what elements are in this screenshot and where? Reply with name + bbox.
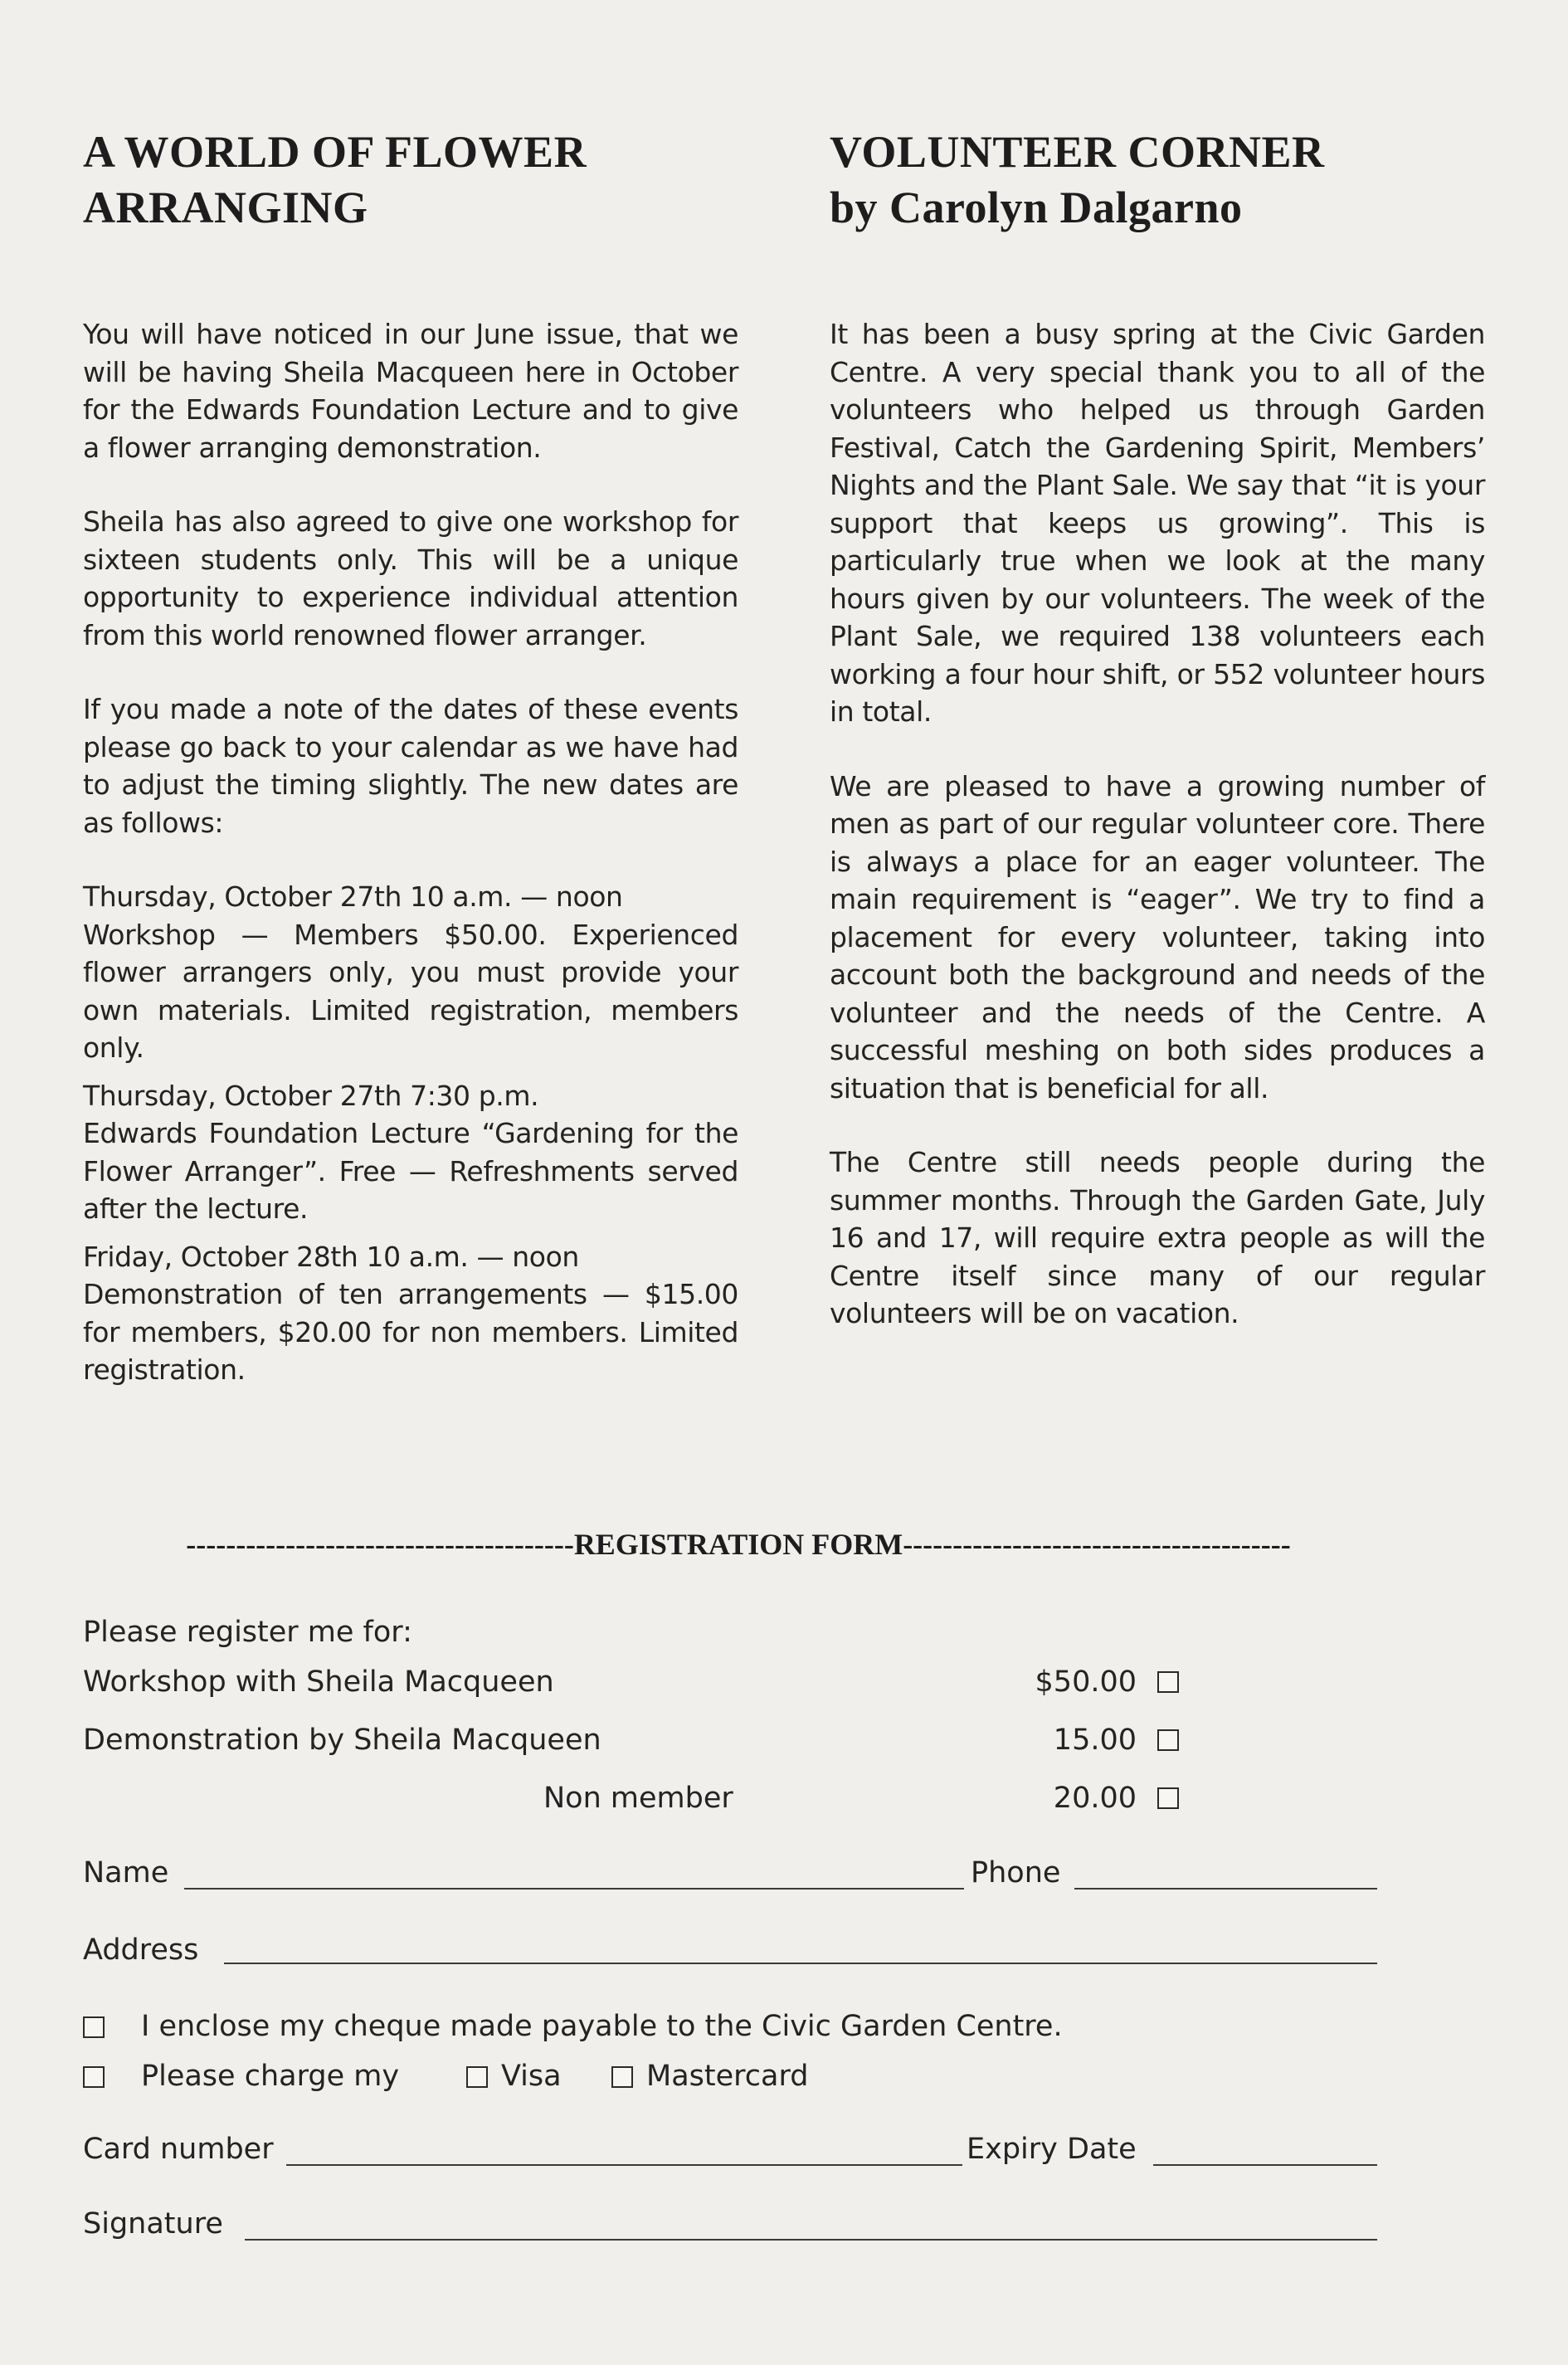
article-title-line-1: A WORLD OF FLOWER: [83, 127, 587, 177]
workshop-checkbox[interactable]: [1157, 1671, 1179, 1693]
visa-checkbox[interactable]: [466, 2066, 488, 2088]
cheque-checkbox[interactable]: [83, 2016, 105, 2038]
mastercard-label: Mastercard: [646, 2060, 809, 2093]
cheque-row: [83, 2006, 1377, 2047]
option-price: $50.00: [1035, 1665, 1137, 1699]
form-title: REGISTRATION FORM: [573, 1528, 903, 1561]
charge-row: [83, 2055, 1377, 2097]
address-label: Address: [83, 1933, 199, 1967]
card-number-field[interactable]: [286, 2164, 962, 2166]
volunteer-corner-article: [830, 124, 1485, 1369]
signature-field[interactable]: [245, 2239, 1377, 2241]
article-paragraph: The Centre still needs people during the summer months. Through the Garden Gate, July 16 and 17, will require extra people as will the Centre itself since many of our regular volunteers will be on vacation.: [830, 1146, 1485, 1329]
option-price: 20.00: [1053, 1782, 1137, 1815]
demonstration-non-member-checkbox[interactable]: [1157, 1787, 1179, 1809]
separator-dashes: ---------------------------------------: [186, 1528, 574, 1561]
event-description: Edwards Foundation Lecture “Gardening for the Flower Arranger”. Free — Refreshments served after the lecture.: [83, 1117, 738, 1225]
article-title-line-1: VOLUNTEER CORNER: [830, 127, 1325, 177]
option-label: Non member: [543, 1782, 733, 1815]
name-field[interactable]: [184, 1888, 964, 1890]
event-date: Thursday, October 27th 10 a.m. — noon: [83, 880, 623, 913]
registration-form-heading: [91, 1527, 1385, 1562]
card-number-label: Card number: [83, 2133, 274, 2166]
article-paragraph: Sheila has also agreed to give one workshop for sixteen students only. This will be a unique opportunity to experience individual attention from this world renowned flower arranger.: [83, 505, 738, 651]
expiry-label: Expiry Date: [967, 2133, 1137, 2166]
article-paragraph: You will have noticed in our June issue, that we will be having Sheila Macqueen here in October for the Edwards Foundation Lecture and to give a flower arranging demonstration.: [83, 318, 738, 464]
phone-field[interactable]: [1074, 1888, 1377, 1890]
mastercard-checkbox[interactable]: [611, 2066, 633, 2088]
event-date: Thursday, October 27th 7:30 p.m.: [83, 1079, 539, 1112]
cheque-label: I enclose my cheque made payable to the Civic Garden Centre.: [141, 2010, 1063, 2043]
option-price: 15.00: [1053, 1724, 1137, 1757]
charge-checkbox[interactable]: [83, 2066, 105, 2088]
option-non-member: [83, 1777, 1377, 1819]
article-paragraph: If you made a note of the dates of these events please go back to your calendar as we have had to adjust the timing slightly. The new dates are as follows:: [83, 693, 738, 839]
charge-label: Please charge my: [141, 2060, 400, 2093]
visa-label: Visa: [501, 2060, 562, 2093]
event-date: Friday, October 28th 10 a.m. — noon: [83, 1240, 579, 1273]
expiry-field[interactable]: [1153, 2164, 1377, 2166]
mastercard-option: [611, 2055, 808, 2097]
signature-label: Signature: [83, 2207, 223, 2241]
flower-arranging-article: [83, 124, 738, 1399]
phone-label: Phone: [971, 1856, 1061, 1890]
event-lecture: [83, 1077, 738, 1228]
event-demonstration: [83, 1238, 738, 1389]
name-label: Name: [83, 1856, 169, 1890]
article-paragraph: We are pleased to have a growing number of men as part of our regular volunteer core. There is always a place for an eager volunteer. The main requirement is “eager”. We try to find a placement for every volunteer, taking into account both the background and needs of the volunteer and the needs of the Centre. A successful meshing on both sides produces a situation that is beneficial for all.: [830, 769, 1485, 1104]
option-label: Workshop with Sheila Macqueen: [83, 1665, 554, 1699]
address-field[interactable]: [224, 1963, 1377, 1964]
option-workshop: [83, 1661, 1377, 1703]
option-demonstration: [83, 1719, 1377, 1761]
article-byline: by Carolyn Dalgarno: [830, 183, 1243, 232]
address-row: [83, 1929, 1377, 1971]
form-intro: Please register me for:: [83, 1616, 412, 1649]
article-paragraph: It has been a busy spring at the Civic Garden Centre. A very special thank you to all of the volunteers who helped us through Garden Festival, Catch the Gardening Spirit, Members’ Nights and the Plant Sale. We say that “it is your support that keeps us growing”. This is particularly true when we look at the many hours given by our volunteers. The week of the Plant Sale, we required 138 volunteers each working a four hour shift, or 552 volunteer hours in total.: [830, 318, 1485, 728]
event-description: Demonstration of ten arrangements — $15.00 for members, $20.00 for non members. Limited registration.: [83, 1278, 738, 1386]
option-label: Demonstration by Sheila Macqueen: [83, 1724, 601, 1757]
article-title-line-2: ARRANGING: [83, 183, 368, 232]
event-description: Workshop — Members $50.00. Experienced flower arrangers only, you must provide your own materials. Limited registration, members only.: [83, 918, 738, 1064]
separator-dashes: ---------------------------------------: [903, 1528, 1291, 1561]
demonstration-member-checkbox[interactable]: [1157, 1729, 1179, 1751]
event-workshop: [83, 878, 738, 1067]
visa-option: [466, 2055, 562, 2097]
